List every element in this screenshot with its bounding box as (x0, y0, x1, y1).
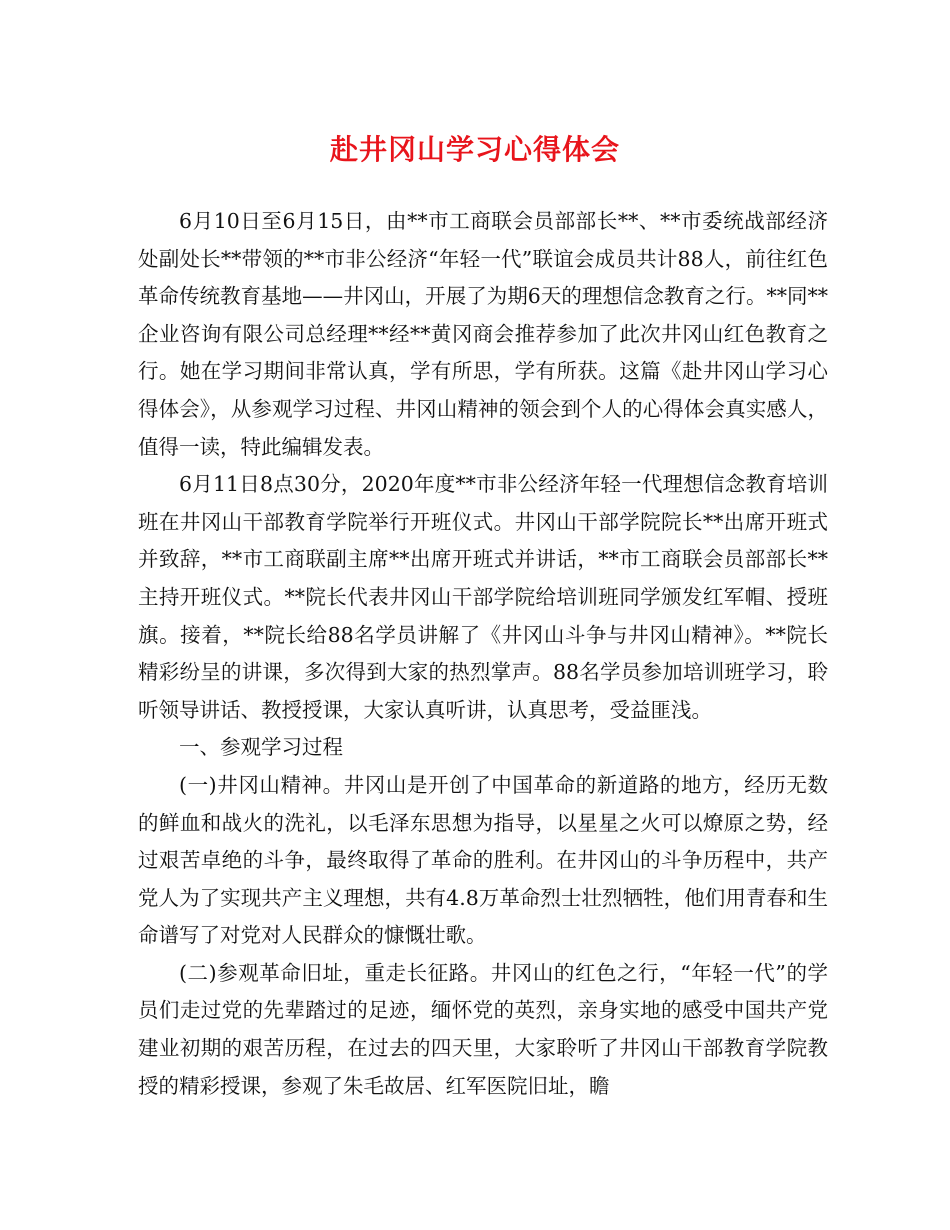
paragraph-opening-ceremony: 6月11日8点30分，2020年度**市非公经济年轻一代理想信念教育培训班在井冈山干部教育学院举行开班仪式。井冈山干部学院院长**出席开班式并致辞，**市工商联副主席**出席开班式并讲话，**市工商联会员部部长**主持开班仪式。**院长代表井冈山干部学院给培训班同学颁发红军帽、授班旗。接着，**院长给88名学员讲解了《井冈山斗争与井冈山精神》。**院长精彩纷呈的讲课，多次得到大家的热烈掌声。88名学员参加培训班学习，聆听领导讲话、教授授课，大家认真听讲，认真思考，受益匪浅。 (138, 472, 828, 722)
paragraph-revolution-sites: (二)参观革命旧址，重走长征路。井冈山的红色之行，“年轻一代”的学员们走过党的先辈踏过的足迹，缅怀党的英烈，亲身实地的感受中国共产党建业初期的艰苦历程，在过去的四天里，大家聆听了井冈山干部教育学院教授的精彩授课，参观了朱毛故居、红军医院旧址，瞻 (138, 960, 828, 1098)
paragraph-jinggangshan-spirit: (一)井冈山精神。井冈山是开创了中国革命的新道路的地方，经历无数的鲜血和战火的洗礼，以毛泽东思想为指导，以星星之火可以燎原之势，经过艰苦卓绝的斗争，最终取得了革命的胜利。在井冈山的斗争历程中，共产党人为了实现共产主义理想，共有4.8万革命烈士壮烈牺牲，他们用青春和生命谱写了对党对人民群众的慷慨壮歌。 (138, 772, 828, 948)
paragraph-intro: 6月10日至6月15日，由**市工商联会员部部长**、**市委统战部经济处副处长**带领的**市非公经济“年轻一代”联谊会成员共计88人，前往红色革命传统教育基地——井冈山，开展了为期6天的理想信念教育之行。**同**企业咨询有限公司总经理**经**黄冈商会推荐参加了此次井冈山红色教育之行。她在学习期间非常认真，学有所思，学有所获。这篇《赴井冈山学习心得体会》，从参观学习过程、井冈山精神的领会到个人的心得体会真实感人，值得一读，特此编辑发表。 (138, 209, 828, 459)
document-title: 赴井冈山学习心得体会 (329, 133, 620, 166)
section-heading: 一、参观学习过程 (179, 735, 343, 760)
document-body (138, 203, 828, 1105)
